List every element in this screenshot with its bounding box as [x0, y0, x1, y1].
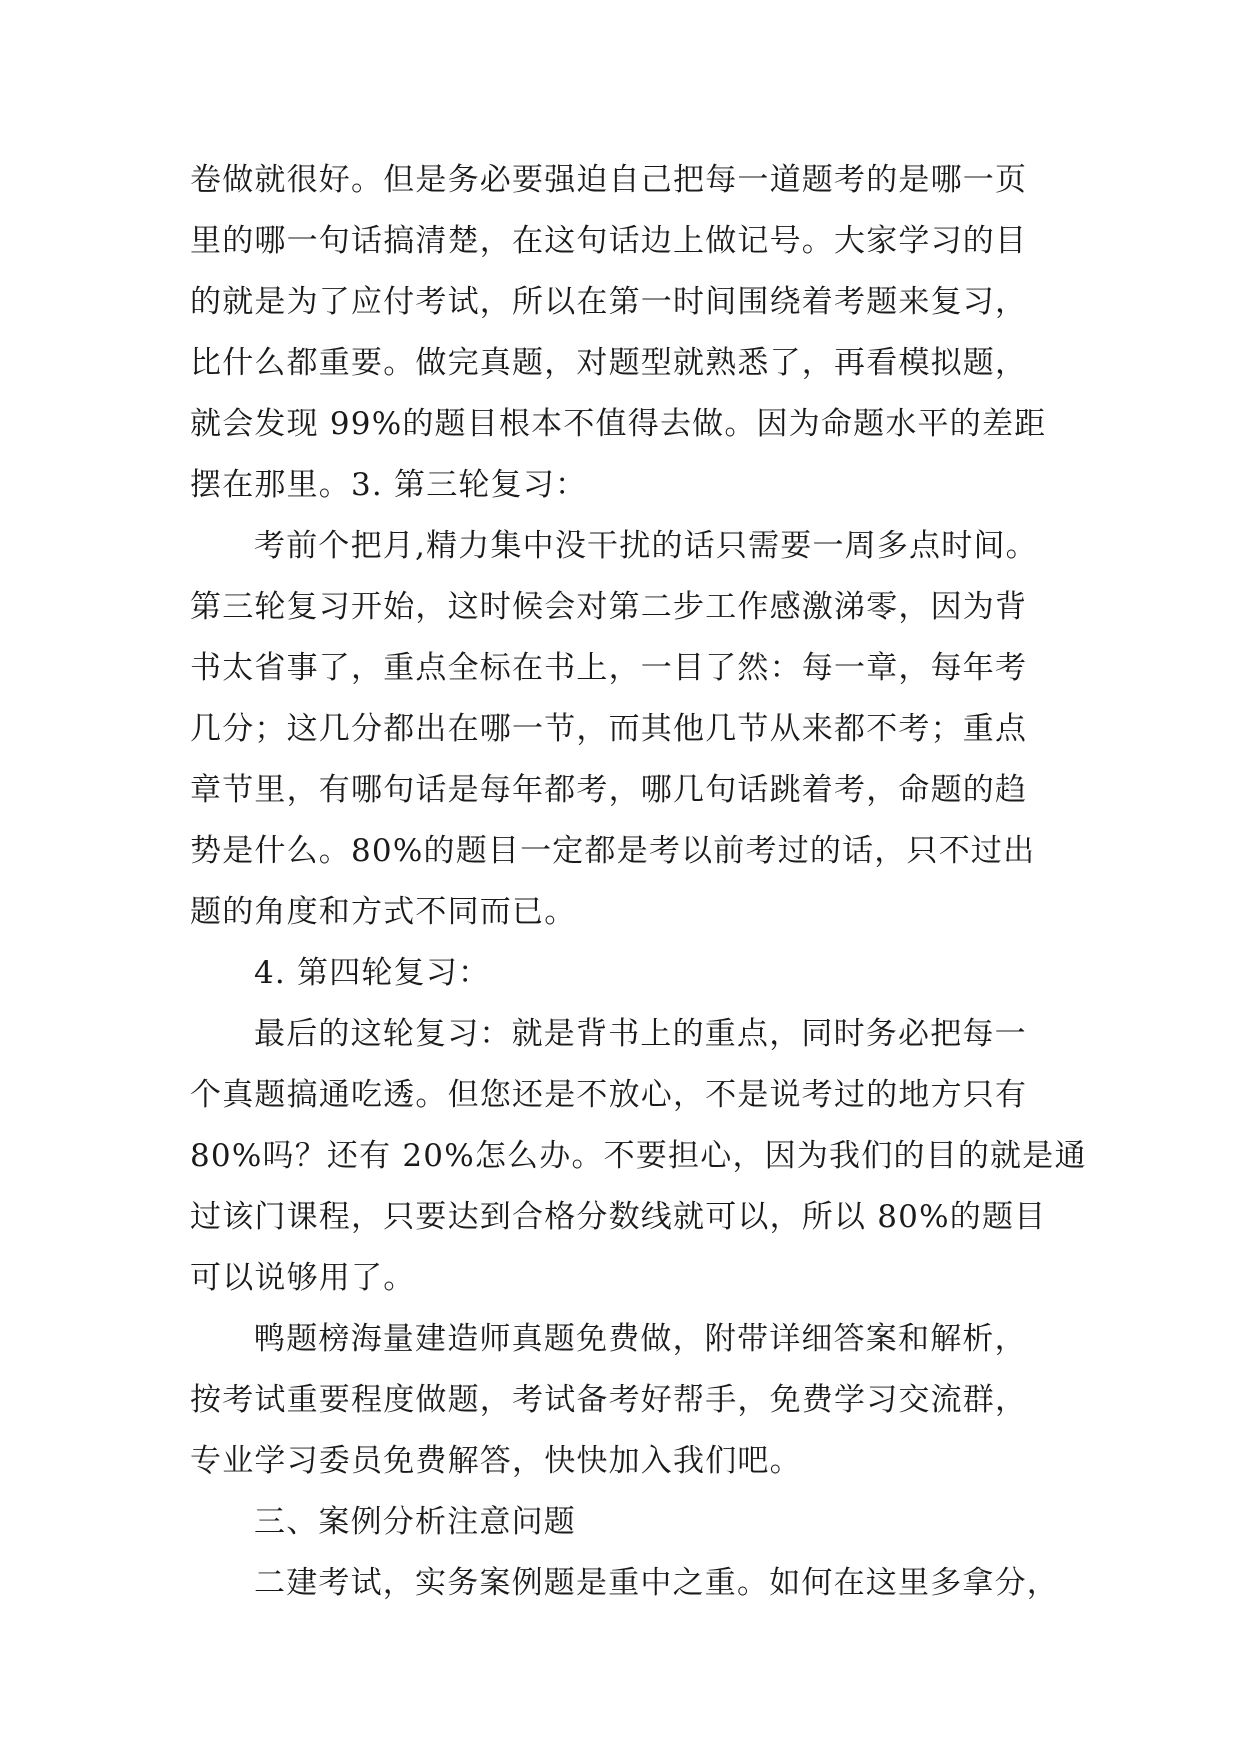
text-line: 势是什么。80%的题目一定都是考以前考过的话，只不过出 [190, 833, 1036, 869]
text-line: 可以说够用了。 [190, 1260, 416, 1296]
text-line: 就会发现 99%的题目根本不值得去做。因为命题水平的差距 [190, 406, 1047, 442]
paragraph-first-line: 二建考试，实务案例题是重中之重。如何在这里多拿分， [254, 1565, 1059, 1601]
text-line: 80%吗？还有 20%怎么办。不要担心，因为我们的目的就是通 [190, 1138, 1087, 1174]
paragraph-first-line: 最后的这轮复习：就是背书上的重点，同时务必把每一 [254, 1016, 1027, 1052]
text-line: 章节里，有哪句话是每年都考，哪几句话跳着考，命题的趋 [190, 772, 1028, 808]
text-line: 书太省事了，重点全标在书上，一目了然：每一章，每年考 [190, 650, 1028, 686]
text-line: 过该门课程，只要达到合格分数线就可以，所以 80%的题目 [190, 1199, 1047, 1235]
text-line: 个真题搞通吃透。但您还是不放心，不是说考过的地方只有 [190, 1077, 1028, 1113]
section-heading: 4. 第四轮复习： [254, 955, 491, 991]
text-line: 摆在那里。3. 第三轮复习： [190, 467, 588, 503]
text-line: 专业学习委员免费解答，快快加入我们吧。 [190, 1443, 802, 1479]
text-line: 比什么都重要。做完真题，对题型就熟悉了，再看模拟题， [190, 345, 1028, 381]
text-line: 第三轮复习开始，这时候会对第二步工作感激涕零，因为背 [190, 589, 1028, 625]
paragraph-first-line: 考前个把月,精力集中没干扰的话只需要一周多点时间。 [254, 528, 1038, 564]
text-line: 按考试重要程度做题，考试备考好帮手，免费学习交流群， [190, 1382, 1028, 1418]
text-line: 的就是为了应付考试，所以在第一时间围绕着考题来复习， [190, 284, 1028, 320]
text-line: 几分；这几分都出在哪一节，而其他几节从来都不考；重点 [190, 711, 1028, 747]
text-line: 里的哪一句话搞清楚，在这句话边上做记号。大家学习的目 [190, 223, 1028, 259]
document-body [190, 150, 1087, 1614]
paragraph-first-line: 鸭题榜海量建造师真题免费做，附带详细答案和解析， [254, 1321, 1027, 1357]
section-heading: 三、案例分析注意问题 [254, 1504, 576, 1540]
text-line: 题的角度和方式不同而已。 [190, 894, 577, 930]
text-line: 卷做就很好。但是务必要强迫自己把每一道题考的是哪一页 [190, 162, 1028, 198]
